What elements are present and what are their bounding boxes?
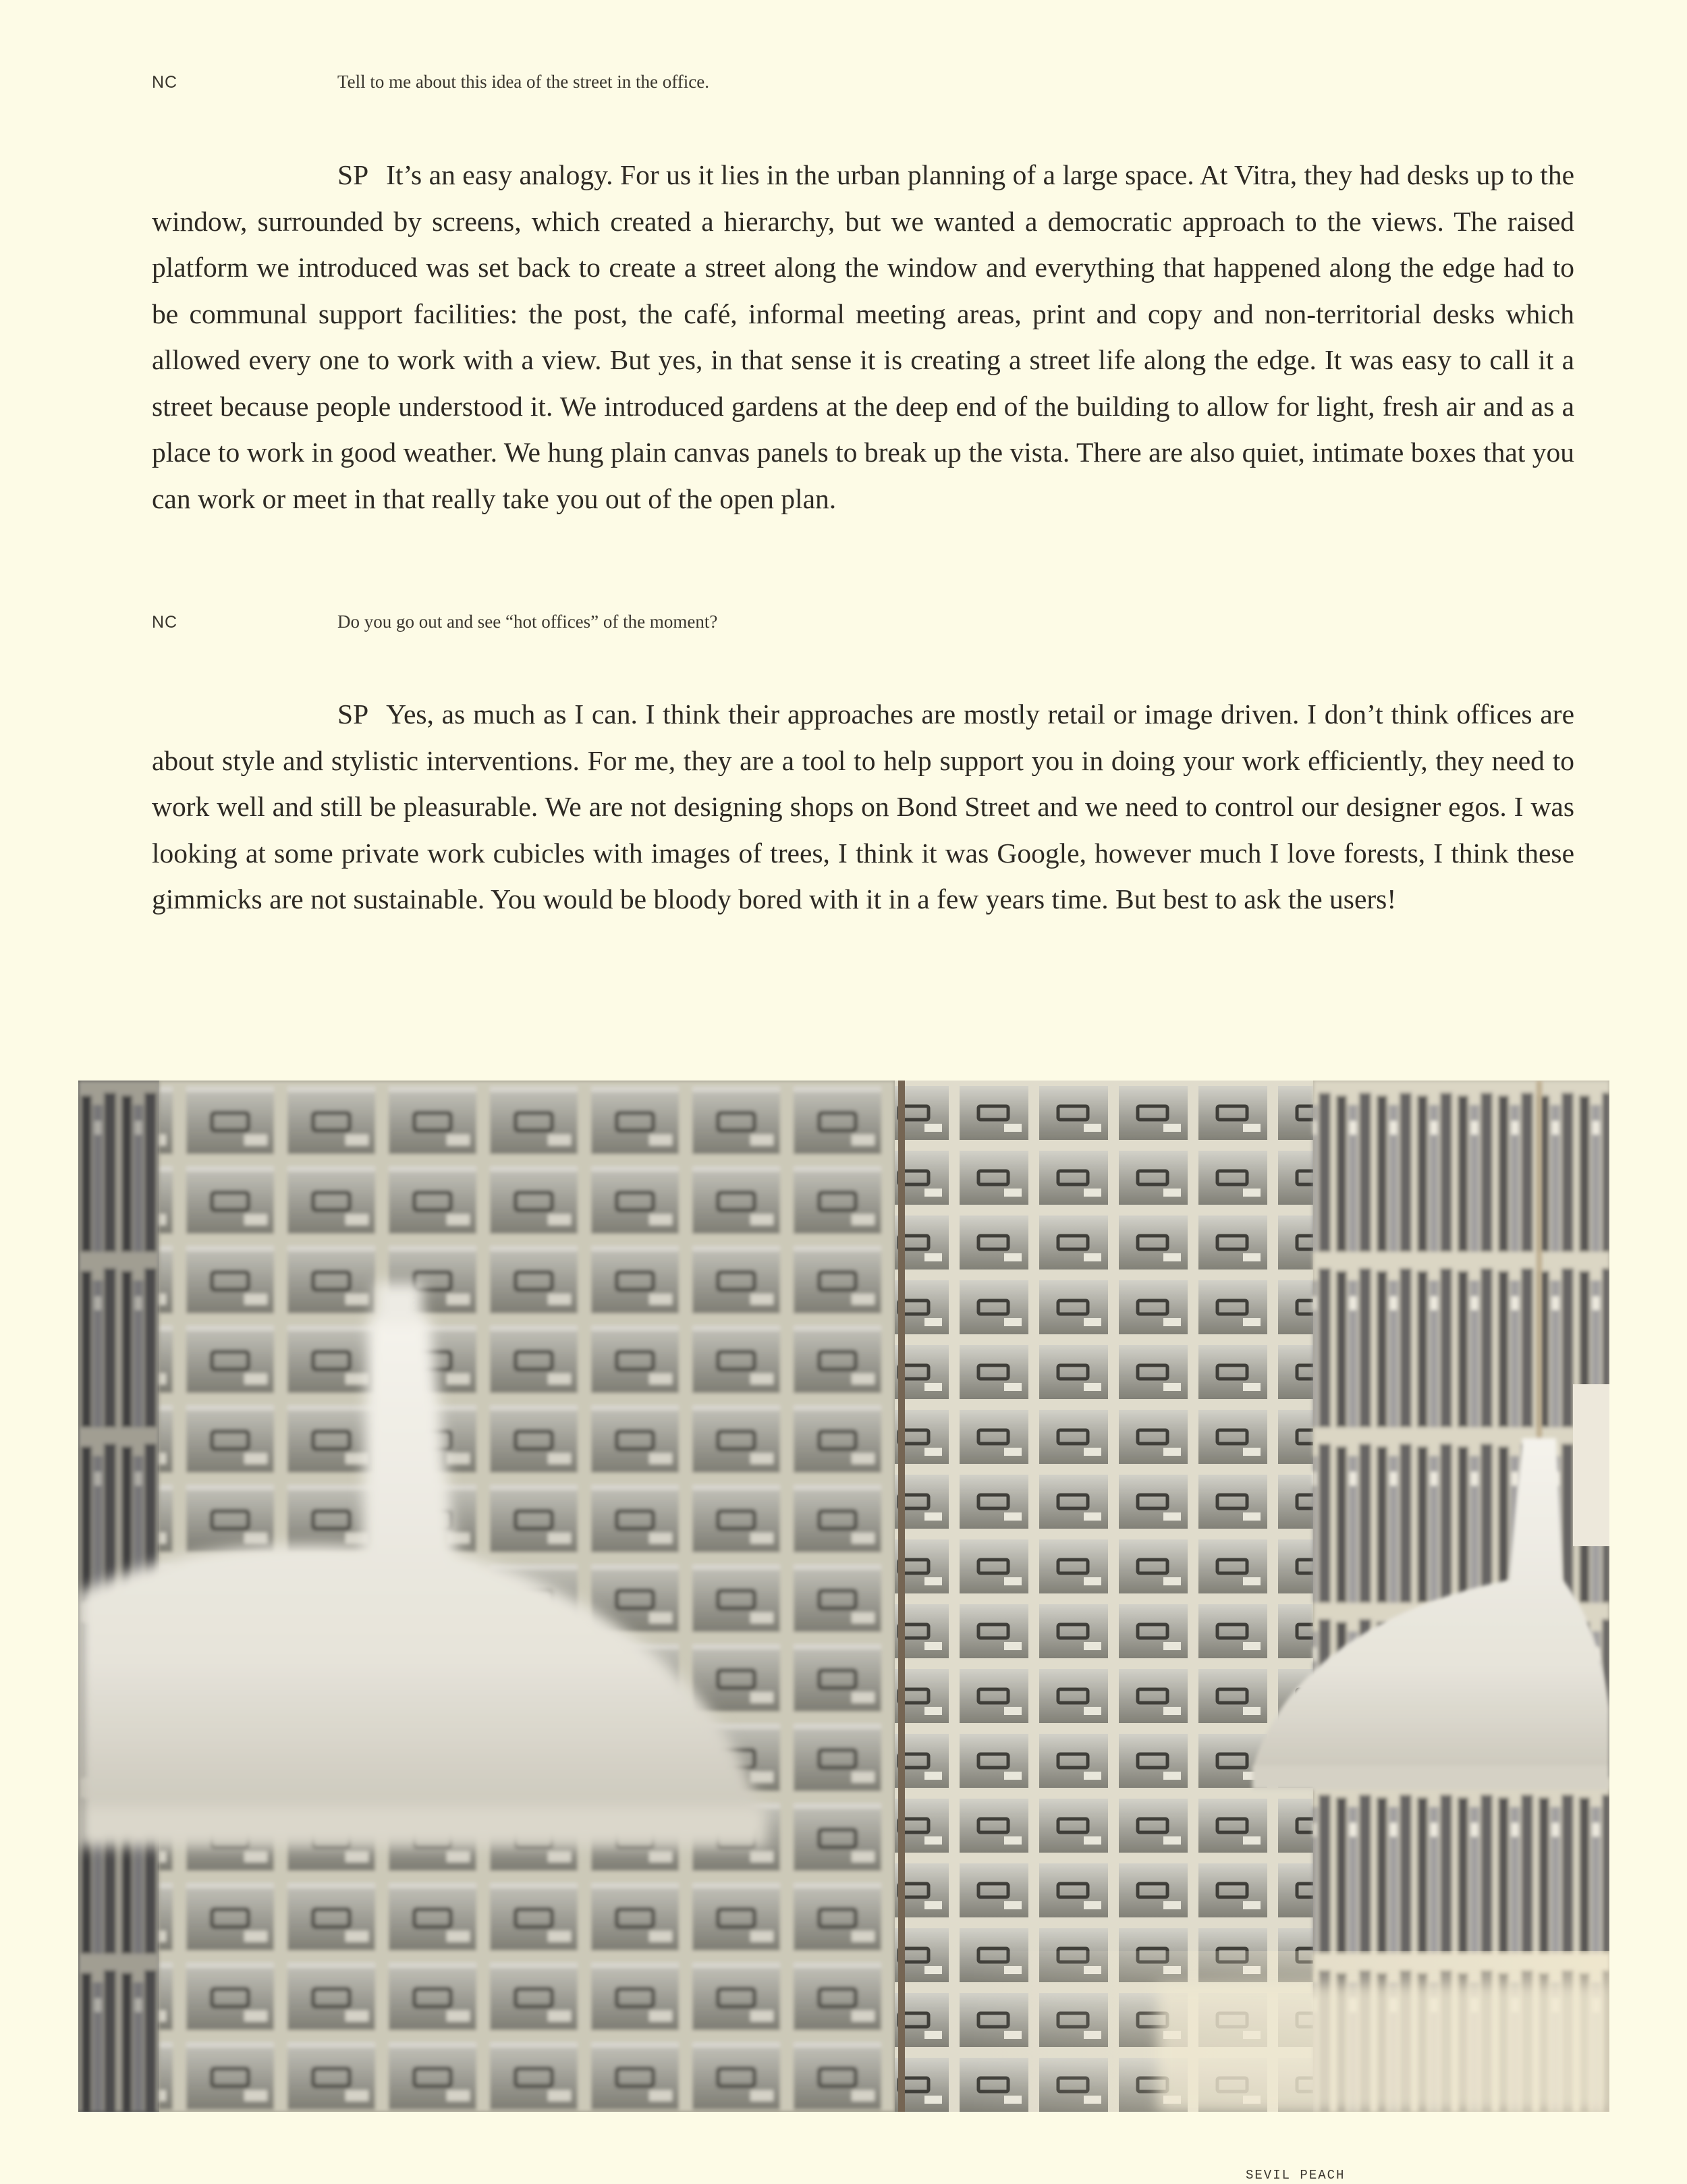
question-speaker: NC: [152, 73, 178, 92]
office-shelving-photo: [78, 1081, 1609, 2112]
photo-credit: SEVIL PEACH: [1246, 2168, 1346, 2183]
answer-1: [152, 152, 1574, 522]
question-text: Tell to me about this idea of the street in the office.: [337, 72, 709, 92]
answer-text: Yes, as much as I can. I think their approaches are mostly retail or image driven. I don’t think offices are about style and stylistic interventions. For me, they are a tool to help support you in doing your work efficiently, they need to work well and still be pleasurable. We are not designing shops on Bond Street and we need to control our designer egos. I was looking at some private work cubicles with images of trees, I think it was Google, however much I love forests, I think these gimmicks are not sustainable. You would be bloody bored with it in a few years time. But best to ask the users!: [152, 699, 1574, 914]
question-speaker: NC: [152, 613, 178, 632]
answer-2: [152, 691, 1574, 923]
answer-speaker: SP: [337, 699, 369, 730]
answer-speaker: SP: [337, 159, 369, 190]
question-text: Do you go out and see “hot offices” of the moment?: [337, 611, 718, 632]
answer-text: It’s an easy analogy. For us it lies in the urban planning of a large space. At Vitra, they had desks up to the window, surrounded by screens, which created a hierarchy, but we wanted a democratic approach to the views. The raised platform we introduced was set back to create a street along the window and everything that happened along the edge had to be communal support facilities: the post, the café, informal meeting areas, print and copy and non-territorial desks which allowed every one to work with a view. But yes, in that sense it is creating a street life along the edge. It was easy to call it a street because people understood it. We introduced gardens at the deep end of the building to allow for light, fresh air and as a place to work in good weather. We hung plain canvas panels to break up the vista. There are also quiet, intimate boxes that you can work or meet in that really take you out of the open plan.: [152, 159, 1574, 514]
